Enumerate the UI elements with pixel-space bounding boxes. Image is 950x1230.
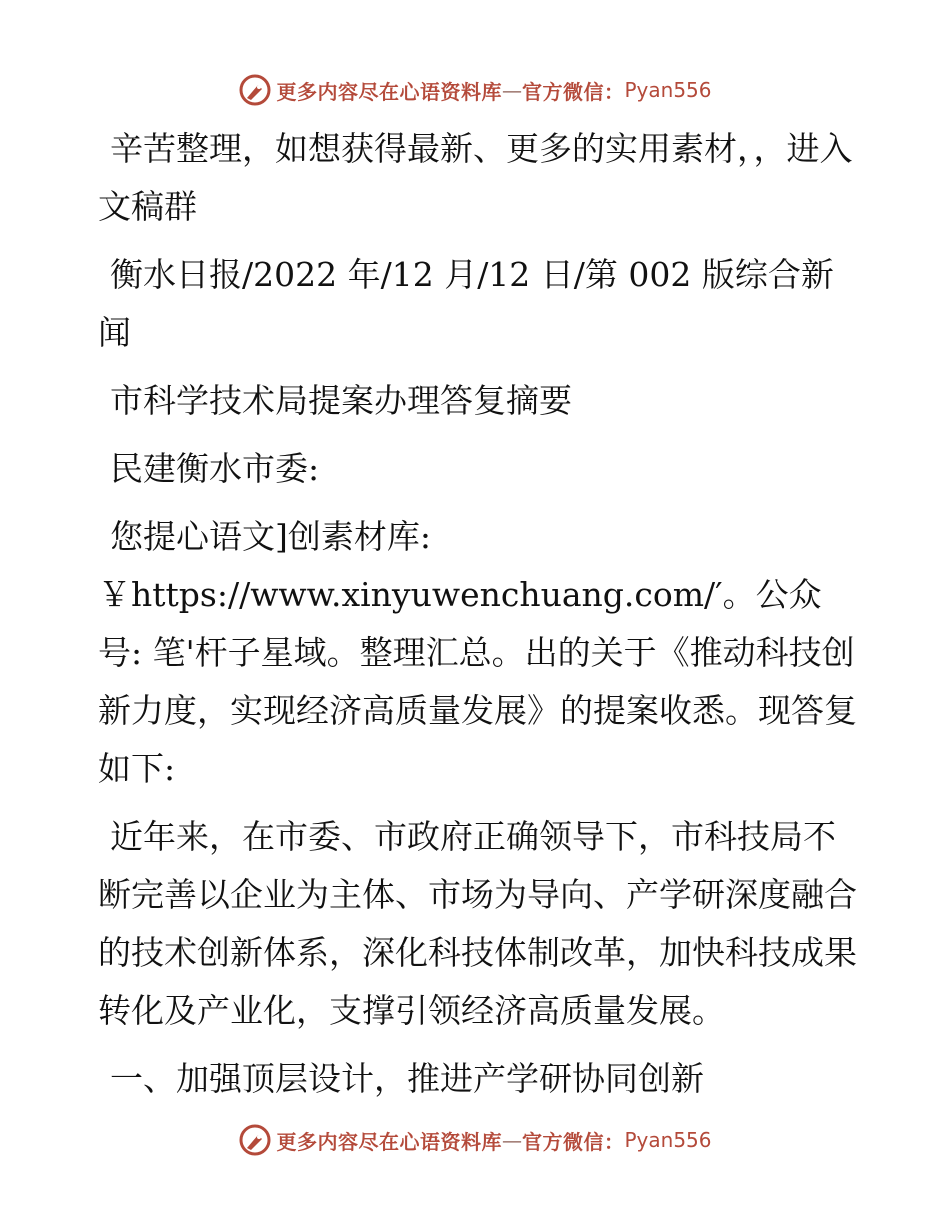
watermark-account: Pyan556 <box>624 1128 712 1152</box>
watermark-separator: — <box>501 1128 522 1152</box>
document-title: 市科学技术局提案办理答复摘要 <box>110 381 572 420</box>
watermark-text: 更多内容尽在心语资料库 <box>276 1129 502 1154</box>
watermark-text: 更多内容尽在心语资料库 <box>276 79 502 104</box>
pen-nib-logo-icon <box>238 73 272 107</box>
addressee: 民建衡水市委: <box>110 449 320 488</box>
body-paragraph: 近年来，在市委、市政府正确领导下，市科技局不断完善以企业为主体、市场为导向、产学研深度融合的技术创新体系，深化科技体制改革，加快科技成果转化及产业化，支撑引领经济高质量发展。 <box>98 817 857 1030</box>
footer-watermark <box>0 1120 950 1160</box>
body-paragraph: 您提心语文]创素材库: ￥https://www.xinyuwenchuang.com/′。公众号: 笔'杆子星域。整理汇总。出的关于《推动科技创新力度，实现经济高质量发展》的提案收悉。现答复如下: <box>98 517 857 788</box>
watermark-separator: — <box>501 78 522 102</box>
header-watermark <box>0 70 950 110</box>
watermark-account-label: 官方微信： <box>521 79 625 104</box>
source-line: 衡水日报/2022 年/12 月/12 日/第 002 版综合新闻 <box>98 255 834 352</box>
intro-paragraph: 辛苦整理，如想获得最新、更多的实用素材，，进入文稿群 <box>98 129 853 226</box>
watermark-account: Pyan556 <box>624 78 712 102</box>
section-heading: 一、加强顶层设计，推进产学研协同创新 <box>110 1059 704 1098</box>
pen-nib-logo-icon <box>238 1123 272 1157</box>
document-body <box>98 120 858 1118</box>
watermark-account-label: 官方微信： <box>521 1129 625 1154</box>
